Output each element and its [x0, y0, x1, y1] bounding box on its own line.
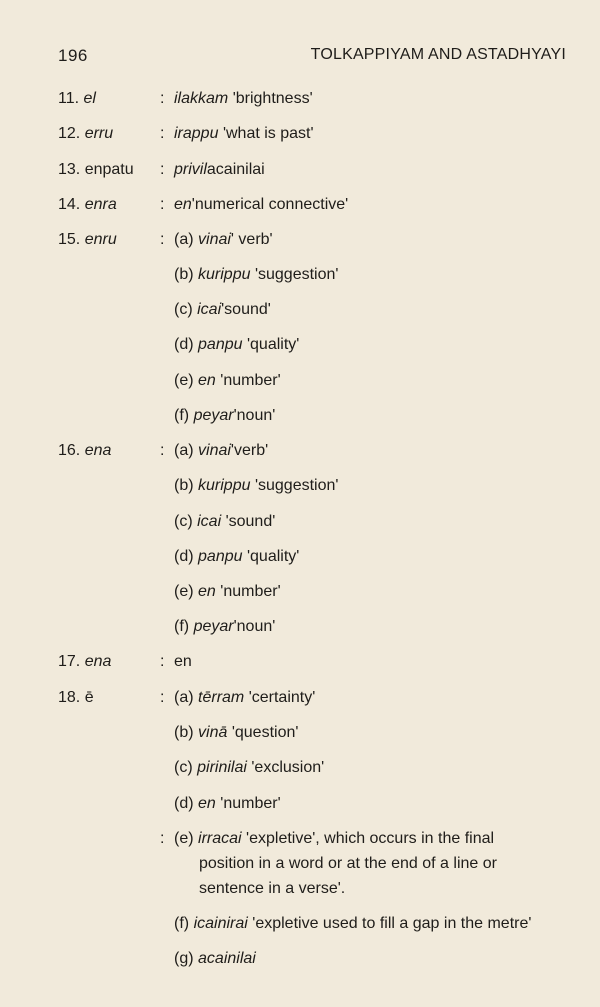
entry-14-headword: 14. enra — [58, 196, 117, 213]
separator-colon: : — [160, 689, 165, 706]
entry-18-sub-e: (e) irracai 'expletive', which occurs in the final — [174, 830, 495, 847]
entry-15-sub-e: (e) en 'number' — [174, 372, 281, 389]
entry-18-sub-e-continuation: position in a word or at the end of a line or — [199, 855, 497, 872]
entry-17-headword: 17. ena — [58, 653, 112, 670]
separator-colon: : — [160, 653, 165, 670]
entry-18-sub-b: (b) vinā 'question' — [174, 724, 299, 741]
separator-colon: : — [160, 231, 165, 248]
entry-15-sub-f: (f) peyar'noun' — [174, 407, 276, 424]
entry-16-sub-c: (c) icai 'sound' — [174, 513, 276, 530]
entry-18-sub-f: (f) icainirai 'expletive used to fill a gap in the metre' — [174, 915, 532, 932]
entry-12-headword: 12. erru — [58, 125, 114, 142]
entry-18-sub-g: (g) acainilai — [174, 950, 256, 967]
entry-15-headword: 15. enru — [58, 231, 117, 248]
entry-11-gloss: ilakkam 'brightness' — [174, 90, 313, 107]
entry-16-sub-f: (f) peyar'noun' — [174, 618, 276, 635]
separator-colon: : — [160, 196, 165, 213]
entry-18-headword: 18. ē — [58, 689, 94, 706]
entry-18-sub-c: (c) pirinilai 'exclusion' — [174, 759, 325, 776]
separator-colon: : — [160, 125, 165, 142]
separator-colon: : — [160, 442, 165, 459]
separator-colon: : — [160, 90, 165, 107]
entry-13-gloss: privilacainilai — [174, 161, 265, 178]
entry-17-gloss: en — [174, 653, 192, 670]
entry-16-sub-a: (a) vinai'verb' — [174, 442, 269, 459]
entry-12-gloss: irappu 'what is past' — [174, 125, 314, 142]
separator-colon: : — [160, 830, 165, 847]
entry-16-headword: 16. ena — [58, 442, 112, 459]
entry-13-headword: 13. enpatu — [58, 161, 134, 178]
entry-16-sub-b: (b) kurippu 'suggestion' — [174, 477, 339, 494]
entry-15-sub-a: (a) vinai' verb' — [174, 231, 273, 248]
running-title: TOLKAPPIYAM AND ASTADHYAYI — [310, 46, 566, 63]
entry-16-sub-e: (e) en 'number' — [174, 583, 281, 600]
entry-18-sub-d: (d) en 'number' — [174, 795, 281, 812]
page-number: 196 — [58, 46, 88, 65]
entry-15-sub-b: (b) kurippu 'suggestion' — [174, 266, 339, 283]
entry-11-headword: 11. el — [58, 90, 96, 107]
entry-18-sub-a: (a) tērram 'certainty' — [174, 689, 316, 706]
entry-14-gloss: en'numerical connective' — [174, 196, 349, 213]
entry-15-sub-d: (d) panpu 'quality' — [174, 336, 300, 353]
entry-15-sub-c: (c) icai'sound' — [174, 301, 271, 318]
entry-16-sub-d: (d) panpu 'quality' — [174, 548, 300, 565]
separator-colon: : — [160, 161, 165, 178]
entry-18-sub-e-continuation: sentence in a verse'. — [199, 880, 346, 897]
